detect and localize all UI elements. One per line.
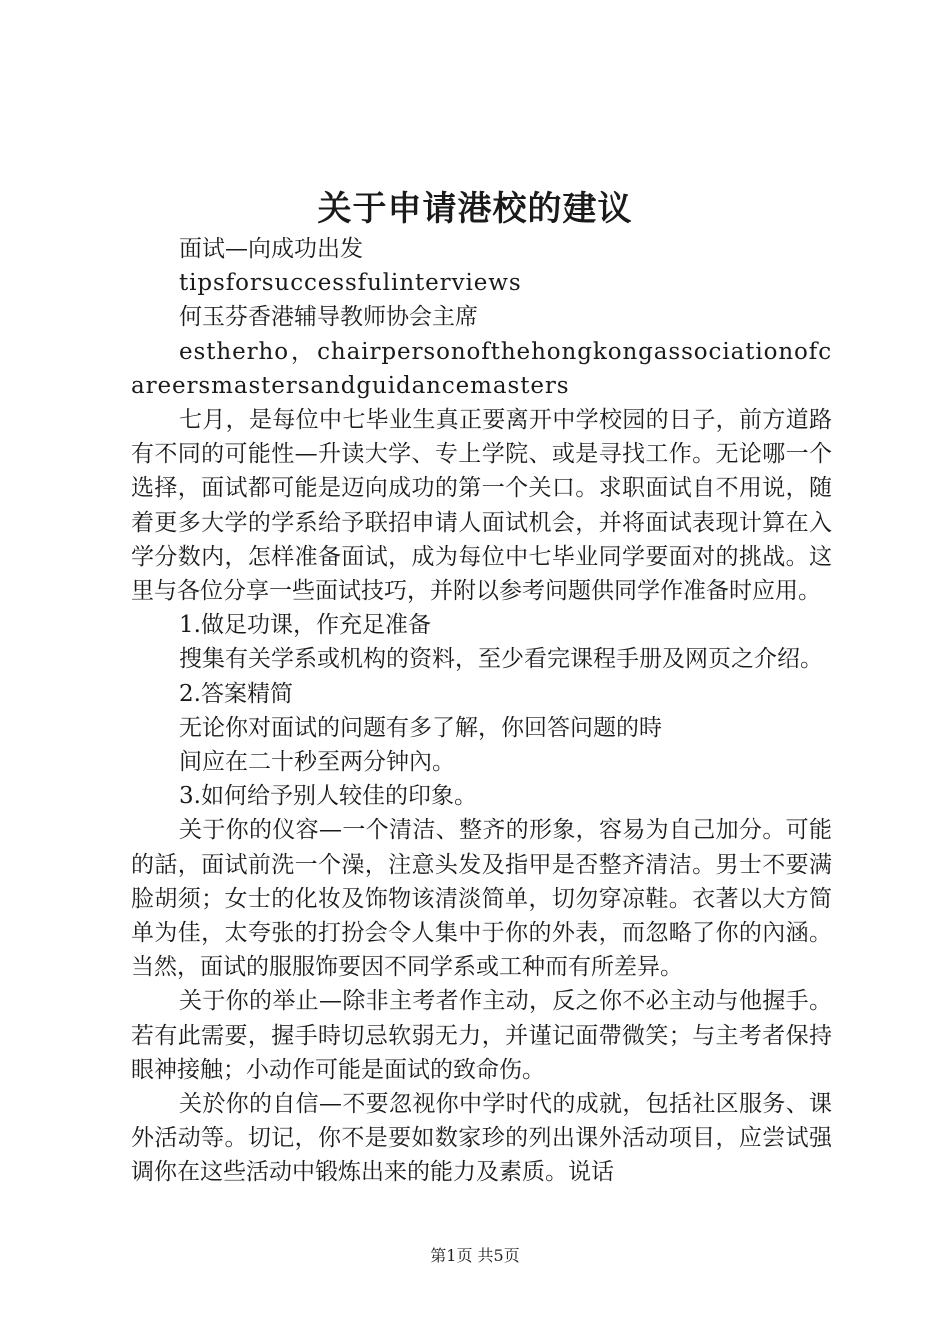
page-number-footer: 第1页 共5页	[430, 1246, 520, 1265]
author-english: estherho，chairpersonofthehongkongassociationofcareersmastersandguidancemasters	[131, 338, 832, 399]
section-heading-1: 1.做足功课，作充足准备	[179, 612, 431, 639]
subtitle-chinese: 面试—向成功出发	[179, 236, 363, 262]
section-1-paragraph: 搜集有关学系或机构的资料，至少看完课程手册及网页之介绍。	[179, 646, 823, 673]
section-heading-2: 2.答案精简	[179, 680, 293, 707]
section-2-paragraph-b: 间应在二十秒至两分钟內。	[179, 749, 455, 776]
intro-paragraph: 七月，是每位中七毕业生真正要离开中学校园的日子，前方道路有不同的可能性—升读大学、专上学院、或是寻找工作。无论哪一个选择，面试都可能是迈向成功的第一个关口。求职面试自不用说，随着更多大学的学系给予联招申请人面试机会，并将面试表现计算在入学分数内，怎样准备面试，成为每位中七毕业同学要面对的挑战。这里与各位分享一些面试技巧，并附以参考问题供同学作准备时应用。	[131, 407, 832, 605]
subtitle-english: tipsforsuccessfulinterviews	[179, 270, 522, 297]
document-title: 关于申请港校的建议	[317, 189, 633, 229]
appearance-paragraph: 关于你的仪容—一个清洁、整齐的形象，容易为自己加分。可能的話，面试前洗一个澡，注意头发及指甲是否整齐清洁。男士不要满脸胡须；女士的化妆及饰物该清淡简单，切勿穿凉鞋。衣著以大方简单为佳，太夸张的打扮会令人集中于你的外表，而忽略了你的內涵。当然，面试的服服饰要因不同学系或工种而有所差异。	[131, 817, 832, 981]
section-2-paragraph-a: 无论你对面试的问题有多了解，你回答问题的時	[179, 714, 662, 741]
author-chinese: 何玉芬香港辅导教师协会主席	[179, 304, 478, 331]
manners-paragraph: 关于你的举止—除非主考者作主动，反之你不必主动与他握手。若有此需要，握手時切忌软弱无力，并谨记面帶微笑；与主考者保持眼神接触；小动作可能是面试的致命伤。	[131, 988, 832, 1083]
document-body	[131, 232, 832, 1190]
confidence-paragraph: 关於你的自信—不要忽视你中学时代的成就，包括社区服务、课外活动等。切记，你不是要如数家珍的列出课外活动项目，应尝试强调你在这些活动中锻炼出来的能力及素质。说话	[131, 1091, 832, 1186]
section-heading-3: 3.如何给予别人较佳的印象。	[179, 783, 477, 810]
